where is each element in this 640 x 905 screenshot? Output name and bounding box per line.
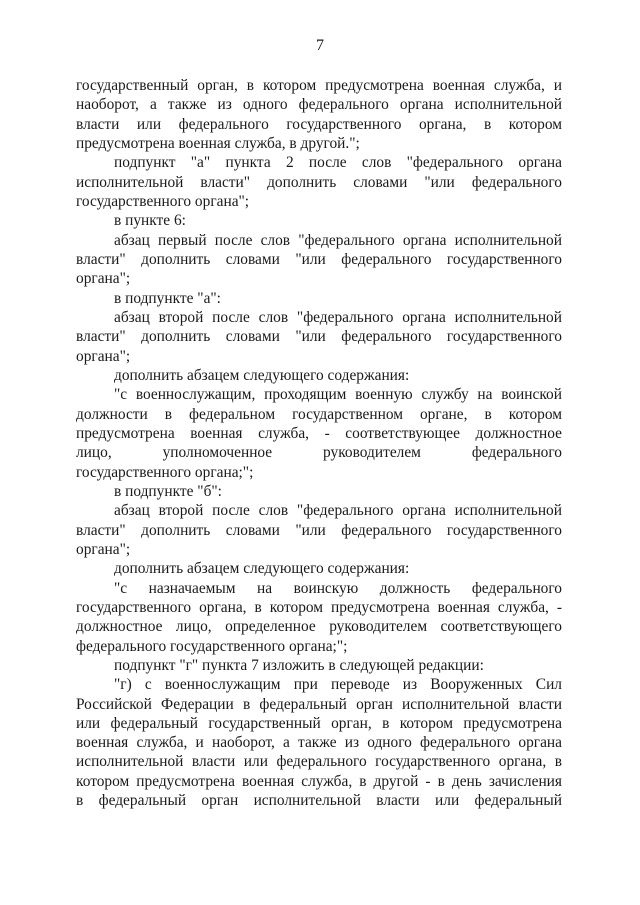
text-line: органа"; bbox=[76, 347, 131, 365]
paragraph bbox=[76, 675, 562, 810]
text-line: власти" дополнить словами "или федерального государственного bbox=[76, 250, 562, 268]
text-line: в подпункте "а": bbox=[114, 289, 221, 307]
paragraph bbox=[76, 482, 562, 501]
paragraph bbox=[76, 289, 562, 308]
text-line: должностное лицо, определенное руководителем соответствующего bbox=[76, 618, 562, 636]
text-line: абзац первый после слов "федерального органа исполнительной bbox=[114, 231, 562, 249]
paragraph bbox=[76, 366, 562, 385]
text-line: подпункт "г" пункта 7 изложить в следующей редакции: bbox=[114, 656, 484, 674]
text-line: государственного органа, в котором предусмотрена военная служба, - bbox=[76, 598, 562, 616]
text-line: "г) с военнослужащим при переводе из Вооруженных Сил bbox=[114, 676, 562, 694]
paragraph bbox=[76, 76, 562, 153]
paragraph bbox=[76, 559, 562, 578]
text-line: абзац второй после слов "федерального органа исполнительной bbox=[114, 502, 562, 520]
document-body bbox=[76, 76, 562, 810]
text-line: органа"; bbox=[76, 540, 131, 558]
text-line: в федеральный орган исполнительной власти или федеральный bbox=[76, 792, 562, 810]
text-line: или федеральный государственный орган, в котором предусмотрена bbox=[76, 714, 562, 732]
paragraph bbox=[76, 579, 562, 656]
text-line: Российской Федерации в федеральный орган исполнительной власти bbox=[76, 695, 562, 713]
text-line: власти" дополнить словами "или федерального государственного bbox=[76, 521, 562, 539]
page-number: 7 bbox=[316, 37, 324, 54]
paragraph bbox=[76, 501, 562, 559]
text-line: власти или федерального государственного органа, в котором bbox=[76, 115, 562, 133]
text-line: государственного органа"; bbox=[76, 192, 250, 210]
text-line: исполнительной власти" дополнить словами "или федерального bbox=[76, 173, 562, 191]
paragraph bbox=[76, 385, 562, 482]
text-line: военная служба, и наоборот, а также из одного федерального органа bbox=[76, 734, 562, 752]
text-line: государственный орган, в котором предусмотрена военная служба, и bbox=[76, 77, 562, 94]
text-line: государственного органа;"; bbox=[76, 463, 254, 481]
paragraph bbox=[76, 153, 562, 211]
text-line: подпункт "а" пункта 2 после слов "федерального органа bbox=[114, 154, 562, 172]
text-line: абзац второй после слов "федерального органа исполнительной bbox=[114, 308, 562, 326]
text-line: "с назначаемым на воинскую должность федерального bbox=[114, 579, 562, 597]
text-line: "с военнослужащим, проходящим военную службу на воинской bbox=[114, 386, 562, 404]
text-line: исполнительной власти или федерального государственного органа, в bbox=[76, 753, 562, 771]
paragraph bbox=[76, 308, 562, 366]
text-line: дополнить абзацем следующего содержания: bbox=[114, 366, 410, 384]
text-line: котором предусмотрена военная служба, в другой - в день зачисления bbox=[76, 772, 562, 790]
text-line: предусмотрена военная служба, в другой."; bbox=[76, 134, 360, 152]
text-line: власти" дополнить словами "или федерального государственного bbox=[76, 328, 562, 346]
text-line: федерального государственного органа;"; bbox=[76, 637, 348, 655]
text-line: наоборот, а также из одного федерального органа исполнительной bbox=[76, 96, 562, 114]
paragraph bbox=[76, 211, 562, 230]
paragraph bbox=[76, 231, 562, 289]
text-line: органа"; bbox=[76, 270, 131, 288]
text-line: должности в федеральном государственном органе, в котором bbox=[76, 405, 562, 423]
text-line: лицо, уполномоченное руководителем федерального bbox=[76, 444, 562, 462]
text-line: в пункте 6: bbox=[114, 212, 186, 230]
text-line: в подпункте "б": bbox=[114, 482, 222, 500]
paragraph bbox=[76, 656, 562, 675]
text-line: дополнить абзацем следующего содержания: bbox=[114, 560, 410, 578]
text-line: предусмотрена военная служба, - соответствующее должностное bbox=[76, 424, 562, 442]
